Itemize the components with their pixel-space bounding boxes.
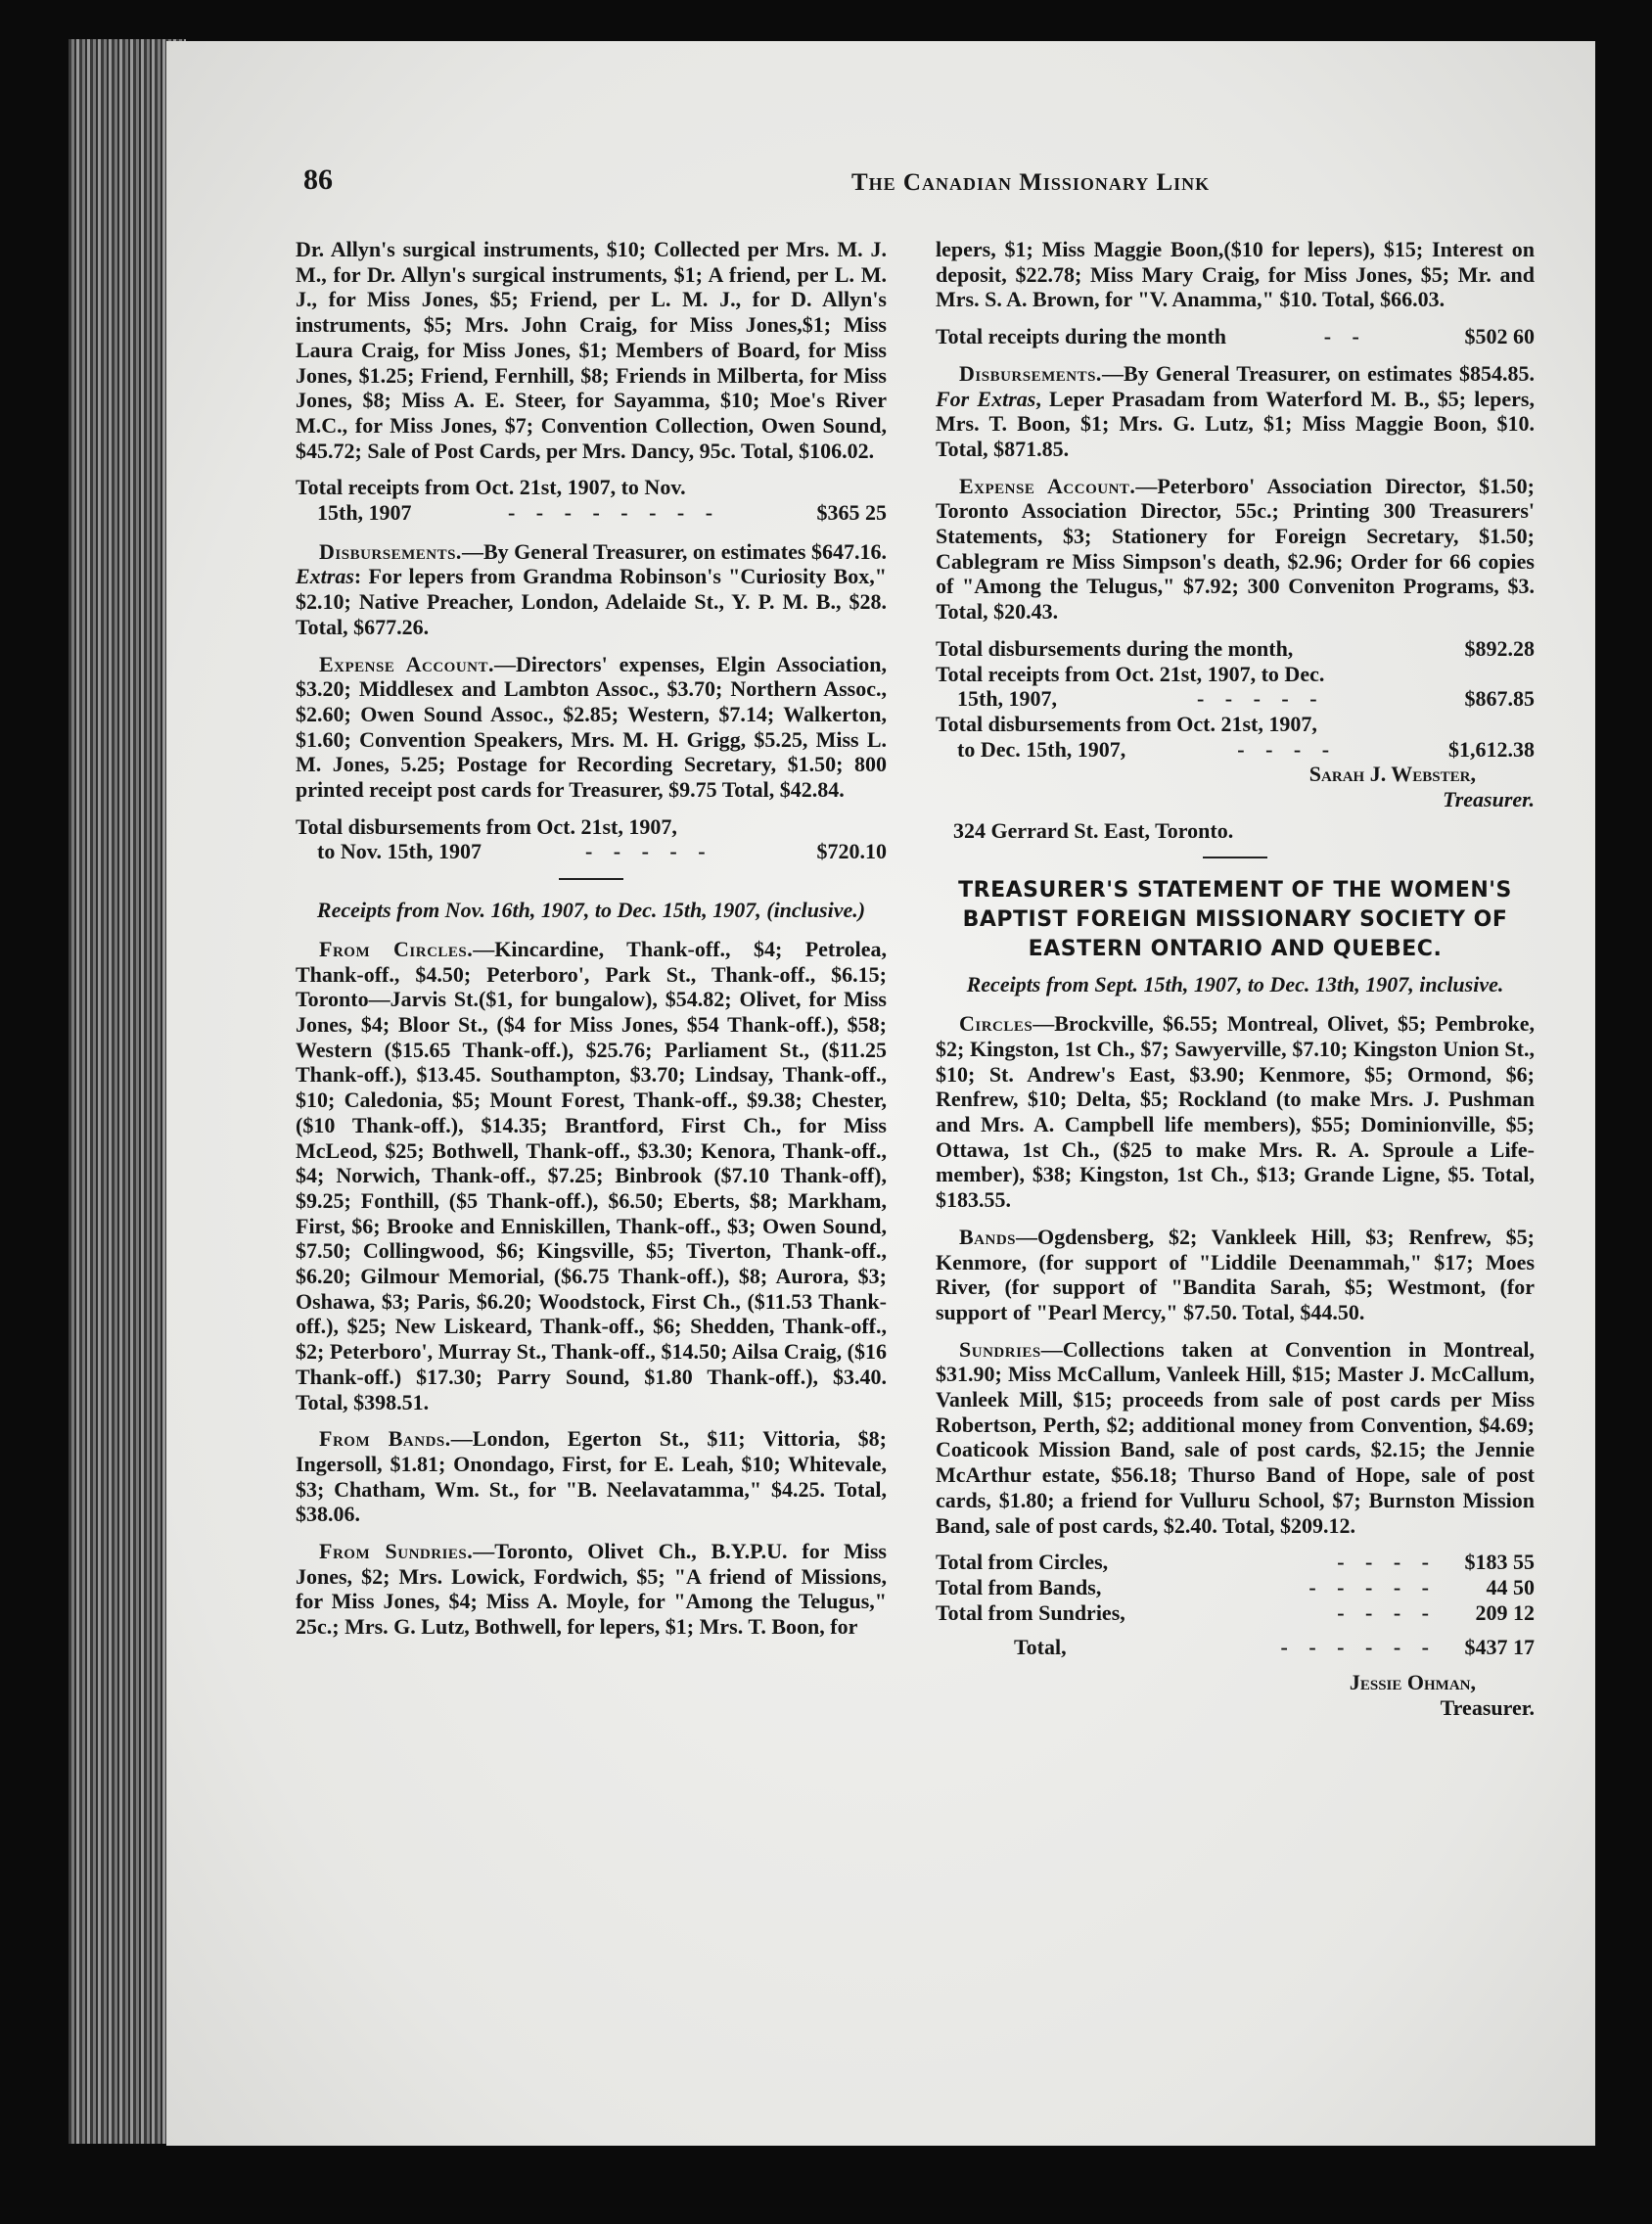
- signature-name: Jessie Ohman,: [1349, 1670, 1476, 1695]
- divider: [559, 878, 623, 880]
- statement-subtitle: Receipts from Sept. 15th, 1907, to Dec. 13th, 1907, inclusive.: [966, 972, 1504, 997]
- signature-role: Treasurer.: [1443, 787, 1535, 812]
- disbursements-total: Total disbursements from Oct. 21st, 1907, to Nov. 15th, 1907 - - - - - $720.10: [296, 813, 887, 864]
- period-receipts-total: 15th, 1907, - - - - - $867.85: [957, 686, 1535, 712]
- section-head: From Sundries.: [319, 1539, 474, 1564]
- paragraph-sundries: From Sundries.—Toronto, Olivet Ch., B.Y.P.U. for Miss Jones, $2; Mrs. Lowick, Fordwich, $5; "A friend of Missions, for Miss Jones, $4; Miss A. Moyle, for "Among the Telugus," 25c.; Mrs. G. Lutz, Bothwell, for lepers, $1; Mrs. T. Boon, for: [296, 1539, 887, 1640]
- address: 324 Gerrard St. East, Toronto.: [953, 817, 1234, 843]
- signature-name: Sarah J. Webster,: [1308, 762, 1476, 787]
- total-label-cont: 15th, 1907: [317, 500, 412, 526]
- signature-role: Treasurer.: [1440, 1694, 1535, 1720]
- paragraph-circles: Circles—Brockville, $6.55; Montreal, Olivet, $5; Pembroke, $2; Kingston, 1st Ch., $7; Sawyerville, $7.10; Kingston Union St., $10; St. Andrew's East, $3.90; Kenmore, $5; Ormond, $6; Renfrew, $10; Delta, $5; Rockland (to make Mrs. J. Pushman and Mrs. A. Campbell life members), $55; Dominionville, $5; Ottawa, 1st Ch., ($25 to make Mrs. R. A. Sproule a Life-member), $38; Kingston, 1st Ch., $13; Grande Ligne, $5. Total, $183.55.: [936, 1011, 1535, 1213]
- paragraph-circles: From Circles.—Kincardine, Thank-off., $4; Petrolea, Thank-off., $4.50; Peterboro', Park St., Thank-off., $6.15; Toronto—Jarvis St.($1, for bungalow), $54.82; Olivet, for Miss Jones, $4; Bloor St., ($4 for Miss Jones, $54 Thank-off.), $58; Western ($15.65 Thank-off.), $25.76; Parliament St., ($11.25 Thank-off.), $13.45. Southampton, $3.70; Lindsay, Thank-off., $10; Caledonia, $5; Mount Forest, Thank-off., $9.38; Chester, ($10 Thank-off.), $14.35; Brantford, First Ch., for Miss McLeod, $25; Bothwell, Thank-off., $3.30; Kenora, Thank-off., $4; Norwich, Thank-off., $7.25; Binbrook ($7.10 Thank-off), $9.25; Fonthill, ($5 Thank-off.), $6.50; Eberts, $8; Markham, First, $6; Brooke and Enniskillen, Thank-off., $3; Owen Sound, $7.50; Collingwood, $6; Kingsville, $5; Tiverton, Thank-off., $6.20; Gilmour Memorial, ($6.75 Thank-off.), $8; Aurora, $3; Oshawa, $3; Paris, $6.20; Woodstock, First Ch., ($11.53 Thank-off.), $25; New Liskeard, Thank-off., $6; Shedden, Thank-off., $2; Peterboro', Murray St., Thank-off., $14.50; Ailsa Craig, ($16 Thank-off.) $17.30; Parry Sound, $1.80 Thank-off.), $3.40. Total, $398.51.: [296, 936, 887, 1414]
- leader-dashes: - - - -: [1237, 736, 1338, 762]
- paragraph-disbursements: Disbursements.—By General Treasurer, on estimates $647.16. Extras: For lepers from Grandma Robinson's "Curiosity Box," $2.10; Native Preacher, London, Adelaide St., Y. P. M. B., $28. Total, $677.26.: [296, 538, 887, 639]
- section-head: From Bands.: [319, 1426, 451, 1452]
- total-amount: $365 25: [816, 500, 887, 526]
- total-amount: $867.85: [1464, 686, 1535, 712]
- totals-summary: [936, 1550, 1535, 1660]
- month-disbursements-total: Total disbursements during the month, $892.28: [936, 635, 1535, 661]
- section-head: Disbursements.: [959, 360, 1102, 386]
- summary-row: Total from Sundries, - - - - 209 12: [936, 1599, 1535, 1625]
- paragraph-sundries: Sundries—Collections taken at Convention in Montreal, $31.90; Miss McCallum, Vanleek Hill, $15; Master J. McCallum, Vanleek Mill, $15; proceeds from sale of post cards per Miss Robertson, Perth, $2; additional money from Convention, $4.69; Coaticook Mission Band, sale of post cards, $2.15; the Jennie McArthur estate, $56.18; Thurso Band of Hope, sale of post cards, $1.80; a friend for Vulluru School, $7; Burnston Mission Band, sale of post cards, $2.40. Total, $209.12.: [936, 1336, 1535, 1538]
- total-amount: $892.28: [1464, 635, 1535, 661]
- summary-row: Total from Bands, - - - - - 44 50: [936, 1574, 1535, 1599]
- section-head: Expense Account.: [959, 473, 1136, 498]
- paragraph-lepers: lepers, $1; Miss Maggie Boon,($10 for lepers), $15; Interest on deposit, $22.78; Miss Mary Craig, for Miss Jones, $5; Mr. and Mrs. S. A. Brown, for "V. Anamma," $10. Total, $66.03.: [936, 237, 1535, 312]
- month-receipts-total: Total receipts during the month - - $502 60: [936, 324, 1535, 349]
- statement-title: TREASURER'S STATEMENT OF THE WOMEN'S BAPTIST FOREIGN MISSIONARY SOCIETY OF EASTERN ONTARIO AND QUEBEC.: [958, 878, 1512, 962]
- paragraph-bands: Bands—Ogdensberg, $2; Vankleek Hill, $3; Renfrew, $5; Kenmore, (for support of "Liddile Deenammah," $17; Moes River, (for support of "Bandita Sarah, $5; Westmont, (for support of "Pearl Mercy," $7.50. Total, $44.50.: [936, 1224, 1535, 1324]
- page-number: 86: [303, 163, 333, 196]
- section-head: Disbursements.: [319, 538, 462, 564]
- right-column: lepers, $1; Miss Maggie Boon,($10 for lepers), $15; Interest on deposit, $22.78; Miss Mary Craig, for Miss Jones, $5; Mr. and Mrs. S. A. Brown, for "V. Anamma," $10. Total, $66.03. Total receipts during the month - - $502 60 Disbursements.—By General Treasurer, on estimates $854.85. For Extras, Leper Prasadam from Waterford M. B., $5; lepers, Mrs. T. Boon, $1; Mrs. G. Lutz, $1; Miss Maggie Boon, $10. Total, $871.85. Expense Account.—Peterboro' Association Director, $1.50; Toronto Association Director, 55c.; Printing 300 Treasurers' Statements, $3; Stationery for Foreign Secretary, $1.50; Cablegram re Miss Simpson's death, $2.96; Order for 66 copies of "Among the Telugus," $7.92; 300 Conveniton Programs, $3. Total, $20.43. Total disbursements during the month, $892.28 Total receipts from Oct. 21st, 1907, to Dec. 15th, 1907, - - - - - $867.85 Total disbursements from Oct. 21st, 1907, to Dec. 15th, 1907, - - - - $1,612.38 Sarah J. Webster, Treasurer. 324 Gerrard St. East, Toronto. TREASURER'S STATEMENT OF THE WOMEN'S BAPTIST FOREIGN MISSIONARY SOCIETY OF EASTERN ONTARIO AND QUEBEC. Receipts from Sept. 15th, 1907, to Dec. 13th, 1907, inclusive. Circles—Brockville, $6.55; Montreal, Olivet, $5; Pembroke, $2; Kingston, 1st Ch., $7; Sawyerville, $7.10; Kingston Union St., $10; St. Andrew's East, $3.90; Kenmore, $5; Ormond, $6; Renfrew, $10; Delta, $5; Rockland (to make Mrs. J. Pushman and Mrs. A. Campbell life members), $55; Dominionville, $5; Ottawa, 1st Ch., ($25 to make Mrs. R. A. Sproule a Life-member), $38; Kingston, 1st Ch., $13; Grande Ligne, $5. Total, $183.55. Bands—Ogdensberg, $2; Vankleek Hill, $3; Renfrew, $5; Kenmore, (for support of "Liddile Deenammah," $17; Moes River, (for support of "Bandita Sarah, $5; Westmont, (for support of "Pearl Mercy," $7.50. Total, $44.50. Sundries—Collections taken at Convention in Montreal, $31.90; Miss McCallum, Vanleek Hill, $15; Master J. McCallum, Vanleek Mill, $15; proceeds from sale of post cards per Miss Robertson, Perth, $2; additional money from Convention, $4.69; Coaticook Mission Band, sale of post cards, $2.15; the Jennie McArthur estate, $56.18; Thurso Band of Hope, sale of post cards, $1.80; a friend for Vulluru School, $7; Burnston Mission Band, sale of post cards, $2.40. Total, $209.12. Total from Circles, - - - - $183 55 Total from Bands, - - - - - 44 50 Total from Sundries, - - - - 209 12 Total, - - - - - - $437 17 Jessie Ohman, Treasurer.: [936, 237, 1535, 1720]
- total-amount: $502 60: [1464, 324, 1535, 349]
- section-head: From Circles.: [319, 936, 474, 961]
- receipts-total: [296, 475, 887, 525]
- period-disbursements-total: to Dec. 15th, 1907, - - - - $1,612.38: [957, 736, 1535, 762]
- divider: [1203, 857, 1267, 858]
- grand-total-row: Total, - - - - - - $437 17: [1014, 1635, 1535, 1660]
- running-title: The Canadian Missionary Link: [851, 169, 1211, 196]
- leader-dashes: - -: [1323, 324, 1367, 349]
- leader-dashes: - - - - -: [1196, 686, 1325, 712]
- receipts-heading: Receipts from Nov. 16th, 1907, to Dec. 15th, 1907, (inclusive.): [316, 898, 866, 923]
- section-head: Bands: [959, 1224, 1017, 1249]
- paragraph-expense: Expense Account.—Peterboro' Association Director, $1.50; Toronto Association Director, 55c.; Printing 300 Treasurers' Statements, $3; Stationery for Foreign Secretary, $1.50; Cablegram re Miss Simpson's death, $2.96; Order for 66 copies of "Among the Telugus," $7.92; 300 Conveniton Programs, $3. Total, $20.43.: [936, 473, 1535, 625]
- leader-dashes: - - - - - - - -: [507, 500, 721, 526]
- page-header: [303, 163, 1537, 212]
- paragraph-disbursements: Disbursements.—By General Treasurer, on estimates $854.85. For Extras, Leper Prasadam from Waterford M. B., $5; lepers, Mrs. T. Boon, $1; Mrs. G. Lutz, $1; Miss Maggie Boon, $10. Total, $871.85.: [936, 360, 1535, 461]
- paragraph-bands: From Bands.—London, Egerton St., $11; Vittoria, $8; Ingersoll, $1.81; Onondago, First, for E. Leah, $10; Whitevale, $3; Chatham, Wm. St., for "B. Neelavatamma," $4.25. Total, $38.06.: [296, 1426, 887, 1527]
- paragraph-expense: Expense Account.—Directors' expenses, Elgin Association, $3.20; Middlesex and Lambton Assoc., $3.70; Northern Assoc., $2.60; Owen Sound Assoc., $2.85; Western, $7.14; Walkerton, $1.60; Convention Speakers, Mrs. M. H. Grigg, $5.25, Miss L. M. Jones, 5.25; Postage for Recording Secretary, $1.50; 800 printed receipt post cards for Treasurer, $9.75 Total, $42.84.: [296, 651, 887, 803]
- section-head: Expense Account.: [319, 651, 495, 676]
- section-head: Circles: [959, 1011, 1033, 1037]
- total-amount: $720.10: [816, 839, 887, 864]
- summary-row: Total from Circles, - - - - $183 55: [936, 1550, 1535, 1575]
- total-amount: $1,612.38: [1448, 736, 1535, 762]
- section-head: Sundries: [959, 1336, 1041, 1362]
- paragraph-instruments: Dr. Allyn's surgical instruments, $10; Collected per Mrs. M. J. M., for Dr. Allyn's surgical instruments, $1; A friend, per L. M. J., for Miss Jones, $5; Friend, per L. M. J., for D. Allyn's instruments, $5; Mrs. John Craig, for Miss Jones,$1; Miss Laura Craig, for Miss Jones, $1; Members of Board, for Miss Jones, $1.25; Friend, Fernhill, $8; Friends in Milberta, for Miss Jones, $8; Miss A. E. Steer, for Sayamma, $10; Moe's River M.C., for Miss Jones, $7; Convention Collection, Owen Sound, $45.72; Sale of Post Cards, per Mrs. Dancy, 95c. Total, $106.02.: [296, 237, 887, 463]
- leader-dashes: - - - - -: [584, 839, 713, 864]
- total-label: Total receipts from Oct. 21st, 1907, to Nov.: [296, 475, 686, 500]
- left-column: [296, 237, 887, 1651]
- document-page: [166, 41, 1595, 2146]
